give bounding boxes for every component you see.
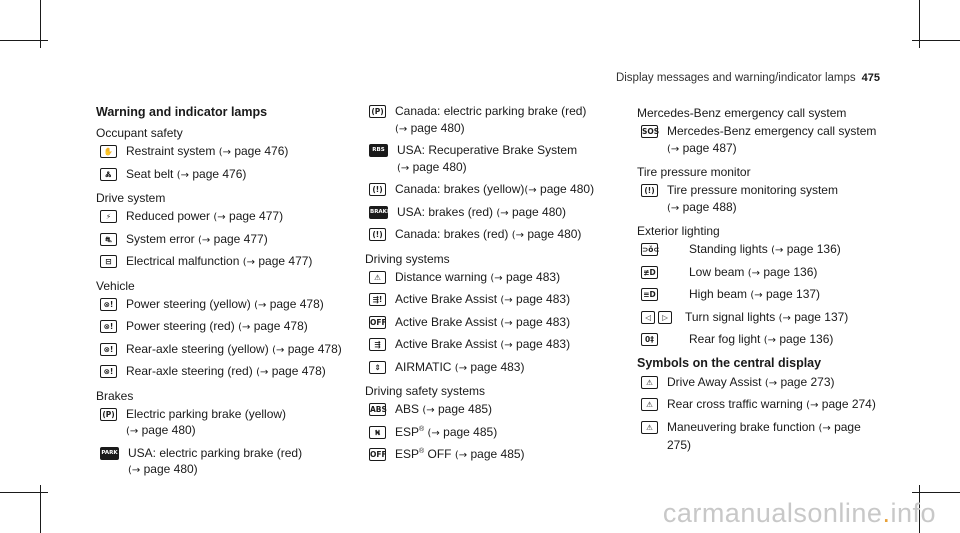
indicator-text: [126, 231, 346, 250]
page-arrow: (→: [238, 322, 251, 333]
page-arrow: (→: [764, 377, 778, 389]
reduced-power-icon: ⚡: [100, 210, 117, 223]
column-1-body: [96, 123, 346, 480]
section-heading: Warning and indicator lamps: [96, 105, 268, 119]
page-reference-link[interactable]: page 485): [437, 402, 493, 416]
indicator-label: Standing lights: [689, 242, 768, 256]
esp-off-icon: OFF: [370, 450, 387, 459]
indicator-row: [365, 103, 615, 138]
indicator-text: [126, 341, 346, 360]
page-reference-link[interactable]: page 478): [253, 319, 308, 333]
seat-belt-icon: Ꮬ: [100, 168, 117, 181]
page-reference-link[interactable]: page 476): [234, 144, 289, 158]
indicator-row: [365, 401, 615, 420]
page-reference-link[interactable]: page 487): [682, 140, 737, 155]
indicator-text: [397, 204, 615, 223]
page-reference-link[interactable]: page 478): [287, 341, 342, 356]
page-reference-link[interactable]: page 477): [258, 254, 313, 268]
esp-icon: ⛕: [369, 426, 386, 439]
rear-axle-steering-icon: ⊗!: [100, 343, 117, 356]
page-arrow: (→: [496, 207, 509, 219]
page-arrow: (→: [763, 335, 776, 346]
indicator-text: [395, 269, 615, 288]
category-label: Vehicle: [96, 278, 135, 293]
indicator-row: [96, 208, 346, 227]
active-brake-assist-icon: ⇶!: [369, 293, 386, 306]
category-label: Brakes: [96, 388, 134, 403]
abs-icon: ABS: [370, 405, 387, 414]
indicator-row: [96, 143, 346, 162]
indicator-label-suffix: OFF: [424, 447, 452, 461]
brake-text-icon: BRAKE: [369, 206, 388, 219]
page-arrow: (→: [747, 267, 760, 279]
page-reference-link[interactable]: page 273): [780, 374, 835, 389]
maneuvering-brake-icon: ⚠: [641, 421, 658, 434]
indicator-text: [667, 264, 877, 283]
page-reference-link[interactable]: page 485): [470, 447, 525, 461]
indicator-row: [365, 142, 615, 177]
indicator-text: [395, 336, 615, 355]
indicator-row: [365, 336, 615, 355]
indicator-text: [126, 208, 346, 227]
indicator-row: [637, 419, 877, 454]
rear-fog-light-icon: 0‡: [641, 333, 658, 346]
indicator-text: [667, 286, 877, 305]
page-arrow: (→: [500, 340, 513, 351]
crop-mark: [912, 40, 960, 41]
page-reference-link[interactable]: page 477): [213, 231, 268, 246]
page-reference-link[interactable]: page 274): [821, 397, 876, 411]
indicator-row: [637, 286, 877, 305]
page-reference-link[interactable]: page 480): [143, 462, 198, 476]
indicator-text: [397, 142, 615, 177]
page-arrow: (→: [500, 295, 513, 306]
indicator-row: [365, 446, 615, 465]
category-label: Occupant safety: [96, 126, 183, 140]
indicator-text: [395, 181, 615, 200]
indicator-row: [365, 269, 615, 288]
indicator-text: [395, 359, 615, 378]
page-arrow: (→: [256, 367, 269, 378]
low-beam-icon: ≢D: [641, 266, 658, 279]
indicator-label: Active Brake Assist: [395, 314, 498, 329]
active-brake-assist-icon: ⇶: [369, 338, 386, 351]
distance-warning-icon: ⚠: [369, 271, 386, 284]
system-error-car-icon: ⛐: [100, 233, 117, 246]
indicator-label: Electrical malfunction: [126, 254, 240, 268]
indicator-text: [126, 406, 346, 441]
indicator-text: [126, 296, 346, 315]
page-arrow: (→: [771, 245, 784, 256]
indicator-row: [96, 445, 346, 480]
indicator-label: Power steering (red): [126, 319, 235, 333]
page-reference-link[interactable]: page 480): [410, 120, 465, 135]
indicator-label: Reduced power: [126, 209, 211, 223]
page-arrow: (→: [490, 272, 503, 284]
category-label: Driving systems: [365, 251, 450, 266]
column-3-body: [637, 103, 877, 350]
turn-signal-icon: ▷: [658, 311, 672, 324]
rbs-text-icon: RBS: [369, 144, 388, 157]
indicator-text: [667, 182, 877, 217]
page-arrow: (→: [218, 147, 231, 158]
indicator-label: Distance warning: [395, 269, 488, 284]
indicator-row: [96, 341, 346, 360]
page-reference-link[interactable]: page 480): [412, 159, 467, 174]
indicator-label: Rear cross traffic warning: [667, 397, 803, 411]
airbag-occupant-icon: ✋: [100, 145, 117, 158]
high-beam-icon: ≡D: [641, 288, 658, 301]
parking-brake-circle-icon: (P): [100, 408, 117, 421]
standing-lights-icon: ⊃ŏ⊂: [642, 245, 660, 254]
indicator-text: [667, 374, 877, 393]
indicator-label: Rear-axle steering (red): [126, 364, 253, 378]
indicator-label: Canada: brakes (red): [395, 227, 509, 241]
turn-signal-icon: ◁: [641, 311, 655, 324]
airmatic-icon: ⇕: [369, 361, 386, 374]
indicator-row: [637, 241, 877, 260]
page-reference-link[interactable]: page 483): [506, 269, 561, 284]
column-2: [365, 103, 615, 469]
indicator-row: [365, 359, 615, 378]
steering-wheel-icon: ⊗!: [100, 298, 117, 311]
section-title: Display messages and warning/indicator lamps: [615, 72, 856, 84]
registered-mark: ®: [419, 448, 425, 455]
indicator-row: [637, 396, 877, 415]
page-arrow: (→: [454, 450, 468, 461]
indicator-row: [637, 331, 877, 350]
indicator-row: [365, 424, 615, 443]
indicator-label: Electric parking brake (yellow): [126, 406, 287, 421]
parking-brake-circle-icon: (P): [369, 105, 386, 118]
indicator-row: [96, 231, 346, 250]
indicator-text: [395, 314, 615, 333]
indicator-label: Active Brake Assist: [395, 337, 498, 351]
indicator-row: [365, 291, 615, 310]
section-heading-central-display: Symbols on the central display: [637, 355, 822, 370]
watermark: carmanualsonline.info: [662, 498, 936, 528]
crop-mark: [0, 492, 48, 493]
indicator-label: Rear-axle steering (yellow): [126, 341, 269, 356]
indicator-label: Drive Away Assist: [667, 374, 762, 389]
indicator-row: [96, 253, 346, 272]
rear-cross-traffic-icon: ⚠: [641, 398, 658, 411]
brake-circle-icon: (!): [369, 183, 386, 196]
page-reference-link[interactable]: page 477): [229, 209, 284, 223]
indicator-row: [637, 123, 877, 158]
page-arrow: (→: [176, 169, 189, 181]
page-reference-link[interactable]: page 483): [516, 292, 571, 306]
indicator-text: [126, 363, 346, 382]
indicator-label: Canada: brakes (yellow): [395, 182, 525, 196]
indicator-row: [637, 309, 877, 328]
page-reference-link[interactable]: page 137): [766, 287, 821, 301]
column-3: [637, 103, 877, 458]
page-reference-link[interactable]: page 488): [682, 199, 737, 214]
indicator-text: [395, 291, 615, 310]
indicator-label: Maneuvering brake function: [667, 419, 816, 434]
page-arrow: (→: [454, 362, 468, 374]
indicator-text: [395, 226, 615, 245]
page-arrow: (→: [806, 400, 819, 411]
indicator-text: [126, 253, 346, 272]
indicator-row: [96, 363, 346, 382]
indicator-text: [126, 166, 346, 185]
page-arrow: (→: [395, 123, 408, 135]
tire-pressure-icon: (!): [641, 184, 658, 197]
page-reference-link[interactable]: page 136): [763, 264, 818, 279]
crop-mark: [0, 40, 48, 41]
indicator-label: Canada: electric parking brake (red): [395, 104, 587, 118]
indicator-row: [96, 318, 346, 337]
category-label: Mercedes-Benz emergency call system: [637, 106, 847, 120]
indicator-label: USA: Recuperative Brake System: [397, 143, 578, 157]
page-arrow: (→: [126, 426, 139, 437]
indicator-label: Mercedes-Benz emergency call system: [667, 124, 877, 138]
page-reference-link[interactable]: page 478): [269, 296, 324, 311]
page-arrow: (→: [422, 405, 435, 416]
page-reference-link[interactable]: page 483): [470, 359, 525, 374]
indicator-row: [365, 226, 615, 245]
category-label: Exterior lighting: [637, 224, 720, 238]
page-arrow: (→: [254, 299, 267, 311]
indicator-label: AIRMATIC: [395, 359, 452, 374]
indicator-text: [395, 103, 615, 138]
indicator-row: [365, 204, 615, 223]
registered-mark: ®: [419, 425, 425, 433]
brake-circle-icon: (!): [369, 228, 386, 241]
sos-not-ready-icon: SOS: [642, 127, 660, 136]
category-label: Driving safety systems: [365, 384, 486, 398]
indicator-label: ESP: [395, 424, 420, 439]
indicator-row: [96, 296, 346, 315]
indicator-label: USA: brakes (red): [397, 204, 494, 219]
page-arrow: (→: [427, 427, 440, 439]
park-text-icon: PARK: [100, 447, 119, 460]
page-reference-link[interactable]: page 483): [516, 337, 571, 351]
page-arrow: (→: [397, 162, 410, 174]
page-reference-link[interactable]: page 485): [443, 424, 498, 439]
page-reference-link[interactable]: page 275): [667, 419, 861, 452]
page-reference-link[interactable]: page 480): [540, 182, 595, 196]
running-header: [616, 72, 880, 84]
page-arrow: (→: [128, 465, 141, 476]
indicator-row: [637, 182, 877, 217]
column-2-body: [365, 103, 615, 465]
page-arrow: (→: [750, 290, 763, 301]
page-arrow: (→: [242, 257, 256, 268]
battery-icon: ⊟: [100, 255, 117, 268]
rear-axle-steering-icon: ⊗!: [100, 365, 117, 378]
indicator-row: [96, 406, 346, 441]
drive-away-assist-icon: ⚠: [641, 376, 658, 389]
page-arrow: (→: [778, 312, 791, 324]
page-reference-link[interactable]: page 480): [512, 204, 567, 219]
page-arrow: (→: [818, 422, 831, 434]
active-brake-assist-off-icon: OFF: [370, 317, 387, 327]
page-reference-link[interactable]: page 480): [527, 227, 582, 241]
indicator-label: Low beam: [689, 264, 745, 279]
page-arrow: (→: [213, 212, 226, 223]
page-reference-link[interactable]: page 136): [779, 332, 834, 346]
page-arrow: (→: [500, 317, 513, 329]
indicator-label: Tire pressure monitoring system: [667, 183, 838, 197]
crop-mark: [912, 492, 960, 493]
indicator-label: Active Brake Assist: [395, 292, 498, 306]
indicator-label: High beam: [689, 287, 748, 301]
indicator-text: [395, 401, 615, 420]
page-arrow: (→: [198, 234, 211, 246]
indicator-row: [365, 181, 615, 200]
page-reference-link[interactable]: page 478): [271, 364, 326, 378]
indicator-text: [126, 318, 346, 337]
indicator-text: [667, 331, 877, 350]
indicator-text: [667, 241, 877, 260]
indicator-row: [365, 314, 615, 333]
indicator-row: [637, 374, 877, 393]
page-reference-link[interactable]: page 137): [794, 309, 849, 324]
indicator-text: [681, 309, 877, 328]
indicator-label: Restraint system: [126, 144, 216, 158]
indicator-label: Turn signal lights: [685, 309, 776, 324]
page-reference-link[interactable]: page 476): [192, 166, 247, 181]
steering-wheel-icon: ⊗!: [100, 320, 117, 333]
page-arrow: (→: [667, 143, 680, 155]
indicator-text: [126, 143, 346, 162]
indicator-row: [637, 264, 877, 283]
page-number: 475: [861, 72, 880, 84]
central-display-symbols: [637, 374, 877, 454]
page-reference-link[interactable]: page 480): [141, 423, 196, 437]
page-arrow: (→: [667, 202, 680, 214]
page-reference-link[interactable]: page 136): [786, 242, 841, 256]
indicator-label: ESP: [395, 447, 420, 461]
column-1: [96, 103, 346, 484]
indicator-label: Rear fog light: [689, 332, 761, 346]
indicator-text: [667, 123, 877, 158]
indicator-label: USA: electric parking brake (red): [128, 445, 303, 460]
page-arrow: (→: [511, 230, 525, 241]
indicator-row: [96, 166, 346, 185]
page-arrow: (→: [272, 344, 285, 356]
page-arrow: (→: [524, 185, 537, 196]
indicator-text: [667, 419, 877, 454]
indicator-text: [395, 424, 615, 443]
indicator-text: [395, 446, 615, 465]
indicator-text: [667, 396, 877, 415]
indicator-label: Seat belt: [126, 166, 174, 181]
category-label: Drive system: [96, 191, 166, 205]
category-label: Tire pressure monitor: [637, 165, 751, 179]
page-reference-link[interactable]: page 483): [516, 314, 571, 329]
indicator-label: System error: [126, 231, 195, 246]
indicator-text: [128, 445, 346, 480]
indicator-label: ABS: [395, 402, 420, 416]
indicator-label: Power steering (yellow): [126, 296, 251, 311]
